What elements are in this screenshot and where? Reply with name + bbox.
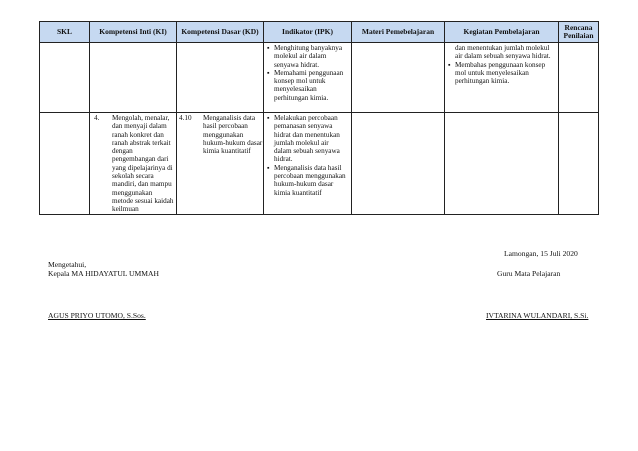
ki-cell [90, 43, 177, 113]
principal-name: AGUS PRIYO UTOMO, S.Sos. [48, 311, 146, 320]
kd-number: 4.10 [179, 114, 192, 122]
materi-cell [352, 43, 445, 113]
kd-text: Menganalisis data hasil percobaan menggunakan hukum-hukum dasar kimia kuantitatif [203, 114, 263, 156]
penilaian-cell [559, 43, 599, 113]
kegiatan-continued-text: dan menentukan jumlah molekul air dalam sebuah senyawa hidrat. [455, 44, 551, 61]
lesson-plan-table [39, 21, 599, 215]
ki-number: 4. [94, 114, 100, 122]
header-penilaian-line1: Rencana [564, 22, 593, 32]
list-item: ▪ Menganalisis data hasil percobaan menggunakan hukum-hukum dasar kimia kuantitatif [264, 164, 348, 197]
list-item: ▪ Melakukan percobaan pemanasan senyawa hidrat dan menentukan jumlah molekul air dalam sebuah senyawa hidrat. [264, 114, 348, 164]
ipk-cell [264, 43, 352, 113]
header-ki: Kompetensi Inti (KI) [90, 22, 177, 43]
header-materi: Materi Pemebelajaran [352, 22, 445, 43]
header-penilaian [559, 22, 599, 43]
ki-text: Mengolah, menalar, dan menyaji dalam ranah konkret dan ranah abstrak terkait dengan pengembangan dari yang dipelajarinya di sekolah secara mandiri, dan mampu menggunakan metode sesuai kaidah keilmuan [112, 114, 174, 214]
table-row [40, 43, 599, 113]
acknowledged-label: Mengetahui, [48, 260, 87, 269]
kegiatan-cell [445, 43, 559, 113]
list-item: ▪ Memahami penggunaan konsep mol untuk menyelesaikan perhitungan kimia. [264, 69, 348, 102]
teacher-name: IVTARINA WULANDARI, S.Si. [486, 311, 589, 320]
skl-cell [40, 113, 90, 215]
list-item: ▪ Membahas penggunaan konsep mol untuk menyelesaikan perhitungan kimia. [445, 61, 555, 86]
teacher-title: Guru Mata Pelajaran [497, 269, 561, 278]
kd-cell [177, 43, 264, 113]
header-skl: SKL [40, 22, 90, 43]
materi-cell [352, 113, 445, 215]
principal-title: Kepala MA HIDAYATUL UMMAH [48, 269, 160, 278]
kegiatan-cell [445, 113, 559, 215]
skl-cell [40, 43, 90, 113]
kd-cell [177, 113, 264, 215]
header-penilaian-line2: Penilaian [563, 31, 594, 40]
ki-cell [90, 113, 177, 215]
table-row [40, 113, 599, 215]
header-ipk: Indikator (IPK) [264, 22, 352, 43]
list-item: ▪ Menghitung banyaknya molekul air dalam senyawa hidrat. [264, 44, 348, 69]
header-kegiatan: Kegiatan Pembelajaran [445, 22, 559, 43]
penilaian-cell [559, 113, 599, 215]
ipk-cell [264, 113, 352, 215]
place-date: Lamongan, 15 Juli 2020 [504, 249, 578, 258]
table-header-row [40, 22, 599, 43]
header-kd: Kompetensi Dasar (KD) [177, 22, 264, 43]
